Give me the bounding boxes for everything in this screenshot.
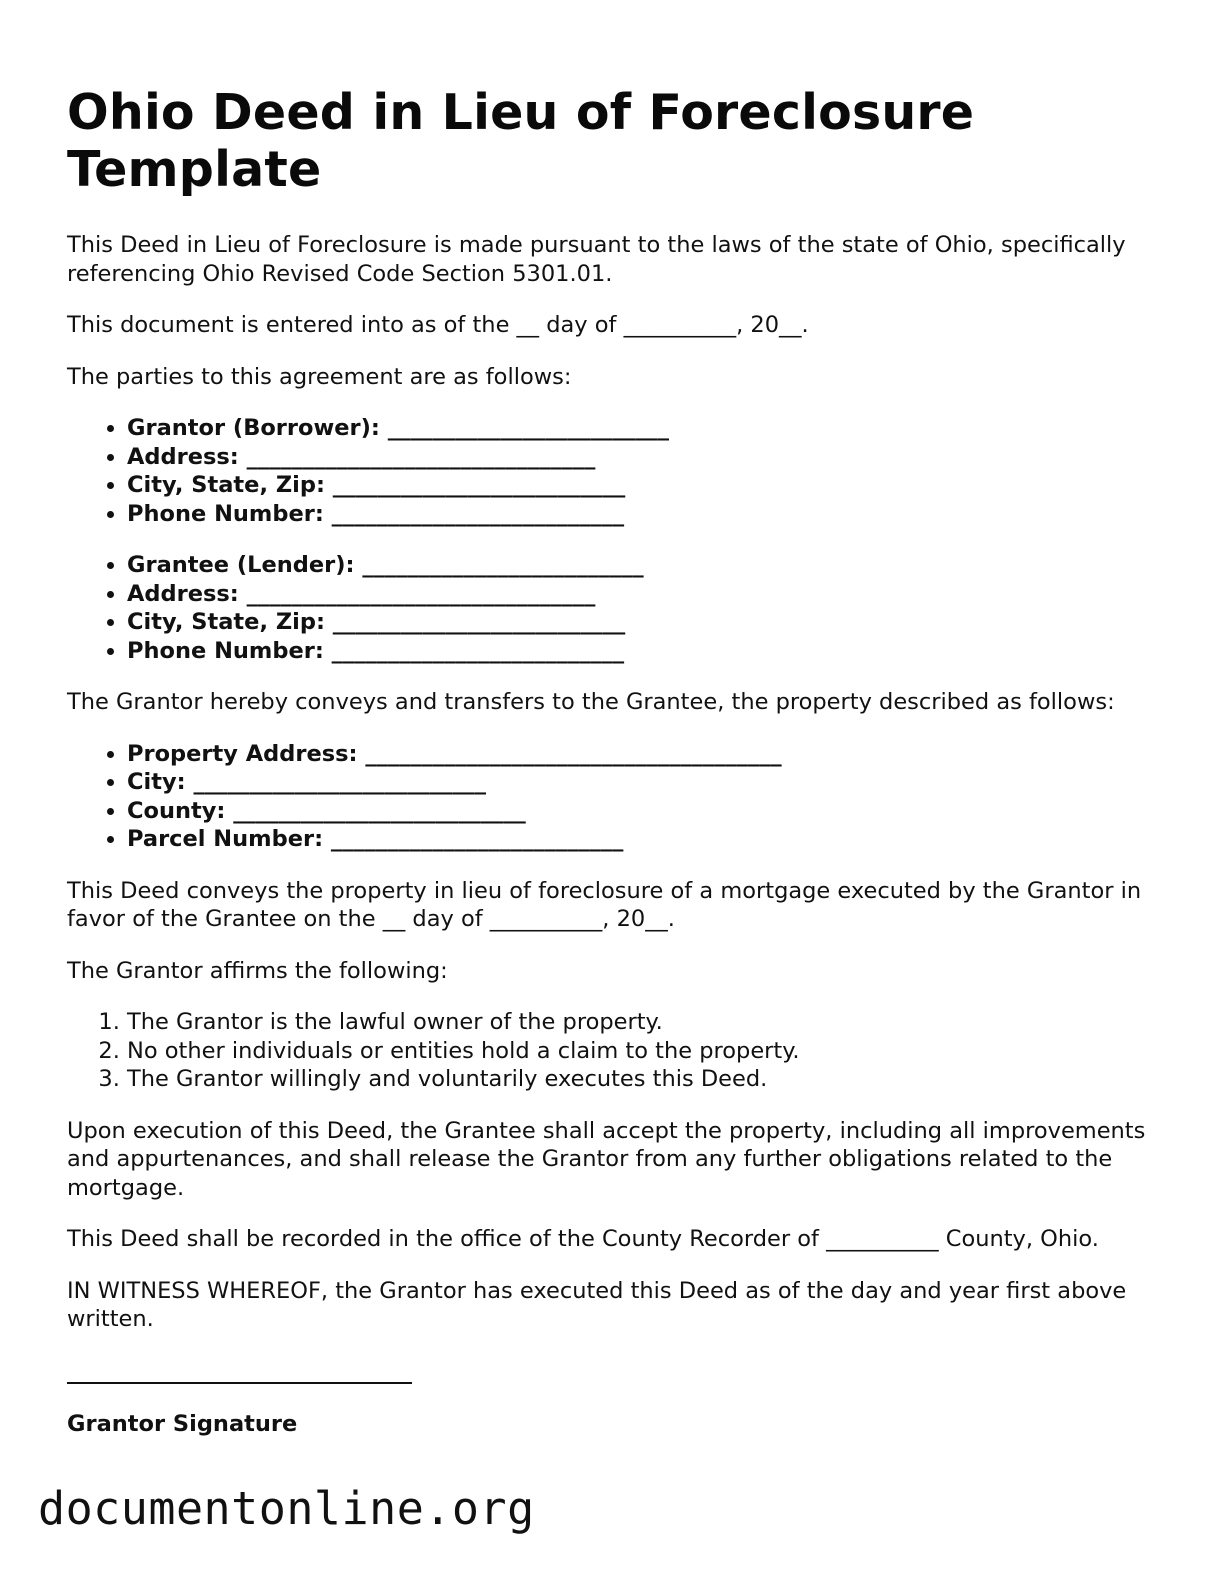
property-address-field: • Property Address: _____________________________________ bbox=[127, 740, 1157, 769]
entered-date-paragraph: This document is entered into as of the __ day of __________, 20__. bbox=[67, 312, 809, 338]
grantee-address-field: • Address: _______________________________ bbox=[127, 580, 1157, 609]
property-list bbox=[67, 740, 1157, 854]
grantor-list bbox=[67, 414, 1157, 528]
execution-clause: Upon execution of this Deed, the Grantee shall accept the property, including all improvements and appurtenances, and shall release the Grantor from any further obligations related to the mortgage. bbox=[67, 1117, 1146, 1201]
grantee-name-field: • Grantee (Lender): _________________________ bbox=[127, 551, 1157, 580]
document-page bbox=[67, 84, 1157, 1438]
affirmation-item: 2. No other individuals or entities hold a claim to the property. bbox=[127, 1037, 1157, 1066]
witness-clause: IN WITNESS WHEREOF, the Grantor has executed this Deed as of the day and year first above written. bbox=[67, 1277, 1127, 1332]
grantor-city-state-zip-field: • City, State, Zip: __________________________ bbox=[127, 471, 1157, 500]
page-title: Ohio Deed in Lieu of Foreclosure Template bbox=[67, 84, 975, 198]
conveys-intro: The Grantor hereby conveys and transfers to the Grantee, the property described as follows: bbox=[67, 689, 1115, 715]
affirms-intro: The Grantor affirms the following: bbox=[67, 957, 448, 984]
affirmation-item: 1. The Grantor is the lawful owner of the property. bbox=[127, 1008, 1157, 1037]
grantee-list bbox=[67, 551, 1157, 665]
affirmations-list bbox=[67, 1008, 1157, 1094]
watermark: documentonline.org bbox=[38, 1482, 535, 1535]
signature-line bbox=[67, 1382, 412, 1384]
property-county-field: • County: __________________________ bbox=[127, 797, 1157, 826]
affirmation-item: 3. The Grantor willingly and voluntarily executes this Deed. bbox=[127, 1065, 1157, 1094]
grantor-address-field: • Address: _______________________________ bbox=[127, 443, 1157, 472]
property-parcel-number-field: • Parcel Number: __________________________ bbox=[127, 825, 1157, 854]
mortgage-clause: This Deed conveys the property in lieu of foreclosure of a mortgage executed by the Grantor in favor of the Grantee on the __ day of __________, 20__. bbox=[67, 877, 1142, 932]
intro-paragraph: This Deed in Lieu of Foreclosure is made pursuant to the laws of the state of Ohio, specifically referencing Ohio Revised Code Section 5301.01. bbox=[67, 232, 1126, 287]
grantee-phone-field: • Phone Number: __________________________ bbox=[127, 637, 1157, 666]
parties-intro: The parties to this agreement are as follows: bbox=[67, 363, 572, 390]
grantor-phone-field: • Phone Number: __________________________ bbox=[127, 500, 1157, 529]
recording-clause: This Deed shall be recorded in the office of the County Recorder of __________ County, Ohio. bbox=[67, 1226, 1099, 1252]
grantee-city-state-zip-field: • City, State, Zip: __________________________ bbox=[127, 608, 1157, 637]
property-city-field: • City: __________________________ bbox=[127, 768, 1157, 797]
grantor-name-field: • Grantor (Borrower): _________________________ bbox=[127, 414, 1157, 443]
signature-label: Grantor Signature bbox=[67, 1410, 298, 1437]
